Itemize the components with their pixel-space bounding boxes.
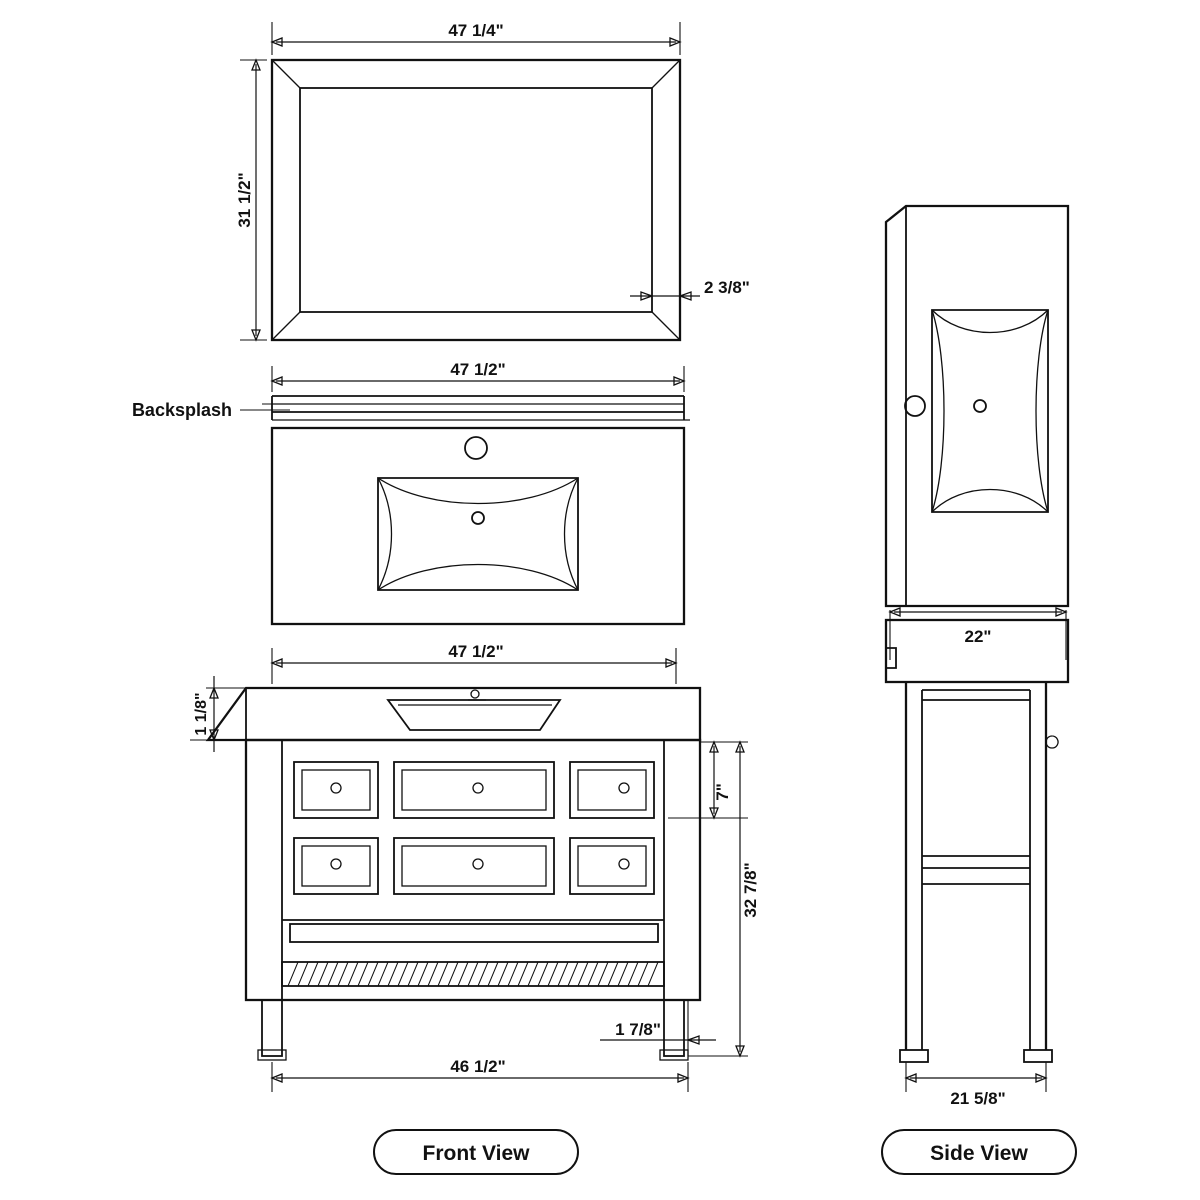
dim-side-depth: 22" (964, 627, 992, 646)
front-view-label: Front View (422, 1142, 530, 1165)
dim-side-base-depth: 21 5/8" (950, 1089, 1006, 1108)
dimension-side-base-depth (906, 1062, 1046, 1092)
dim-top-width: 47 1/2" (450, 360, 506, 379)
dim-mirror-frame: 2 3/8" (704, 278, 750, 297)
view-label-side (882, 1130, 1076, 1174)
dim-mirror-height: 31 1/2" (235, 172, 254, 228)
countertop-top-view (272, 396, 690, 624)
dimension-drawer-height (668, 742, 748, 818)
callout-backsplash-label: Backsplash (131, 400, 232, 420)
dim-cabinet-height: 32 7/8" (741, 862, 760, 918)
callout-backsplash-leader (240, 404, 290, 410)
view-label-front (374, 1130, 578, 1174)
dim-mirror-width: 47 1/4" (448, 21, 504, 40)
mirror-outline (272, 60, 680, 340)
dimension-mirror-frame (630, 292, 700, 340)
dim-leg-offset: 1 7/8" (615, 1020, 661, 1039)
dim-base-width: 46 1/2" (450, 1057, 506, 1076)
vanity-front-view (208, 688, 700, 1060)
dim-drawer-height: 7" (713, 783, 732, 801)
dim-cabinet-width: 47 1/2" (448, 642, 504, 661)
side-view-label: Side View (930, 1142, 1028, 1165)
dim-counter-thickness: 1 1/8" (193, 692, 210, 736)
